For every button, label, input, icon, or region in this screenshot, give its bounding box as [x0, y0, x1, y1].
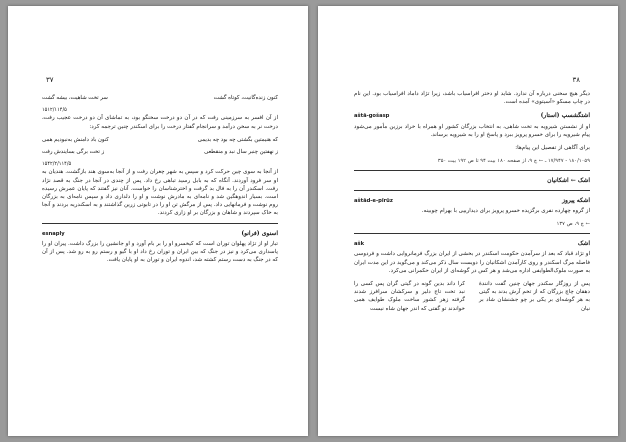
section-divider	[354, 233, 590, 234]
paragraph: او تژاد قباد که بعد از سرآمدن حکومت اسکندر در بخشی از ایران بزرگ فرمانروایی داشت و فردوسی فاصله مرگ اسکندر و روی کارآمدن اشکانیان را دویست سال ذکر می‌کند و می‌گوید در این مدت ایران به صورت ملوک‌الطوایفی اداره می‌شد و هر کس در گوشه‌ای از ایران حکمرانی می‌کرد.	[354, 251, 590, 274]
entry-heading-latin: aštād-e-pīrūz	[354, 197, 393, 204]
verse-column-right: پس از روزگار سکندر جهان چنین گفت دانندهٔ دهقان چاچ بزرگان که از تخم آرش بدند به گیتی به هر گوشه‌ای بر یکی بر چو جشنشان شاد بر نیان	[479, 281, 590, 312]
reference: ۱۸۰/۱۰۵۹ - ۱۷/۹۴۷ ـ ← ج ۹، از صفحه ۱۸۰ بیت ۹۴ تا ص ۱۹۲ بیت ۳۵۰	[437, 158, 590, 165]
verse-hemistich: ز نهفتین چنبر سال نبد و منقطعی	[204, 149, 278, 156]
entry-heading-latin: esnaply	[42, 230, 65, 237]
entry-heading	[354, 197, 590, 205]
verse-reference: ۱۵۴۲/۲/۱۱۴/۵	[42, 161, 72, 168]
entry-heading-persian: اشتگشسپ (استار)	[540, 112, 590, 120]
verse-hemistich: کنون زنده‌گانیت، کوتاه گشت	[213, 95, 278, 101]
paragraph: دیگر هیچ سخنی درباره آن ندارد. شاید او دختر افراسیاب باشد، زیرا تژاد داماد افراسیاب بود. این نام در چاپ مسکو «آسیتوی» آمده است.	[354, 91, 590, 106]
paragraph: برای آگاهی از تفصیل این پیام‌ها:	[515, 145, 590, 152]
verse-hemistich: که هنیمتین بگشتی چه بود چه بدیمی	[197, 136, 278, 143]
paragraph: از آن افسر به سرزمینی رفت که در آن دو درخت سخنگو بود، به تماشای آن دو درخت عجیب رفت، درخت نر به سخن درآمد و سرانجام گفتار درخت را برای اسکندر چنین ترجمه کرد:	[42, 115, 278, 130]
paragraph: تبار او از تژاد پهلوان توران است که کیخسرو او را بر بام آورد و او جانشین را بزرگ داشت. پیران او را پاسداری می‌کرد و نیز در جنگ که بین ایران و توران رخ داد او با گیو و رستم رو به رو شد. پس از آن که در جنگ به دست رستم کشته شد، اندوه ایران و توران به او پایان یافت.	[42, 240, 278, 264]
verse-line	[42, 94, 278, 102]
right-page-body	[354, 90, 590, 313]
verse-line	[42, 136, 278, 144]
verse-column-left: کرا داند بدین گونه در گیتی گران پس کسی را نبد تخت تاج دلیر و سرکشان سرافرز شدند گرفته زهر کشور ساخت ملوک طوایف همی خواندند تو گفتی که اندر جهان شاه نیست	[354, 281, 465, 312]
left-page-body	[42, 90, 278, 269]
entry-heading	[354, 177, 590, 185]
entry-heading	[42, 230, 278, 238]
entry-heading-persian: اشک	[577, 240, 590, 248]
right-page	[318, 6, 618, 436]
paragraph: از گروه چهارده نفری برگزیده خسرو پرویز برای دیداریپی با بهرام چوبینه.	[421, 207, 590, 214]
section-divider	[42, 223, 278, 224]
verse-columns	[354, 280, 590, 313]
page-number: ۳۸	[572, 76, 580, 84]
entry-heading-latin: ašk	[354, 241, 365, 248]
entry-heading	[354, 112, 590, 120]
entry-heading-persian: اشک ← اشکانیان	[547, 177, 590, 185]
paragraph: از آنجا به سوی چین حرکت کرد و سپس به شهر چغران رفت و از آنجا به‌سوی هند بازگشت. هندیان به او سر فرود آوردند. آنگاه که به بابل رسید تباهی رخ داد. پس از چندی در آنجا در جنگ به قصد نژاد رفت. اسکندر آن را به فال بد گرفت و اخترشناسان را خواست. آنان نیز گفتند که پایان عمرش رسیده است. بسیار اندوهگین شد و نامه‌ای به مادرش نوشت و او را دلداری داد و سپس نامه‌ای به بزرگان روم نوشت و فرمانهایی داد. پس از مرگش تن او را در تابوتی زرین گذاشتند و به اسکندریه بردند و آنجا به خاک سپردند و شاهان و بزرگان بر او زاری کردند.	[42, 169, 278, 217]
entry-heading-persian: اشکه پیروز	[562, 196, 590, 204]
verse-hemistich: کنون باد دامنش به‌نبودیم همی	[42, 136, 109, 143]
section-divider	[354, 190, 590, 191]
entry-heading	[354, 240, 590, 248]
reference: ← ج ۹، ص ۱۳۷	[556, 221, 590, 228]
section-divider	[354, 170, 590, 171]
verse-line	[42, 148, 278, 156]
left-page	[8, 6, 308, 436]
verse-reference: ۱۵۱۲/۱۱۴/۵	[42, 107, 67, 114]
page-number: ۳۷	[46, 76, 54, 84]
paragraph: او از نشستن شیرویه به تخت شاهی، به انتخاب بزرگان کشور او همراه با خراد برزین مأمور می‌شود پیام شیرویه را برای خسرو پرویز ببرد و پاسخ او را به شیرویه برساند.	[354, 123, 590, 138]
entry-heading-persian: اسنوی (فرانو)	[241, 229, 278, 237]
verse-hemistich: ز تخت برگی بسایندش رفت	[42, 149, 105, 156]
entry-heading-latin: aštā-gošasp	[354, 113, 390, 120]
verse-hemistich: سر تخت شاهیت، بیشه گشت	[42, 95, 108, 101]
